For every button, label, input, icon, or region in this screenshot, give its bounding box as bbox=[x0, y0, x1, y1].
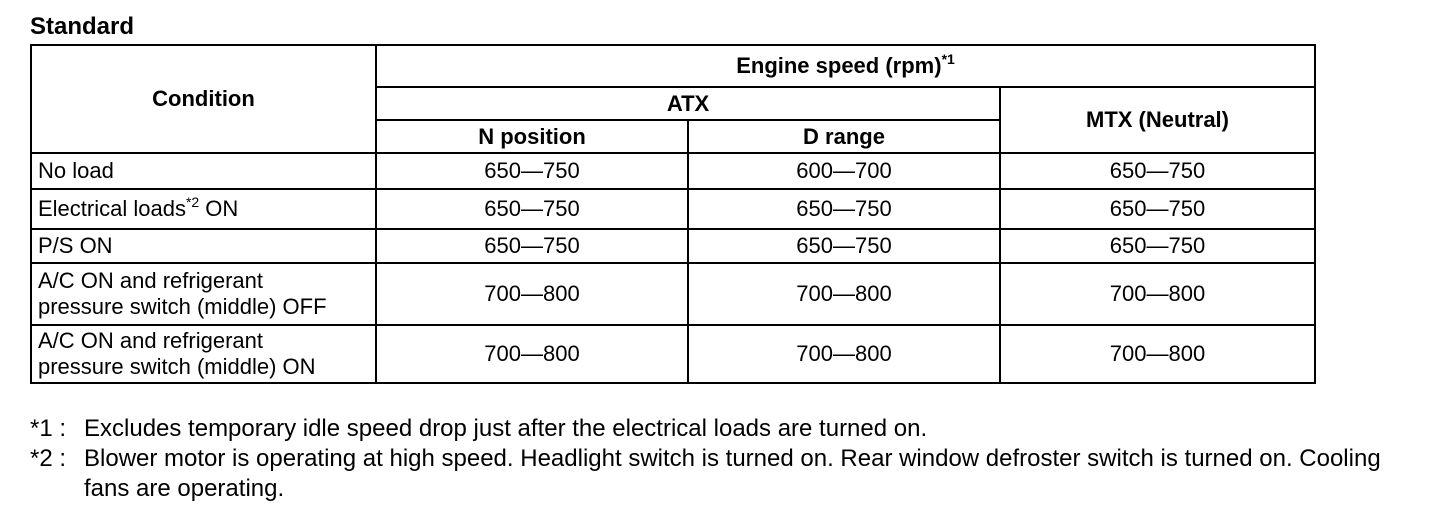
header-n-position: N position bbox=[376, 120, 688, 153]
mtx-cell: 700—800 bbox=[1000, 325, 1315, 383]
n-position-cell: 700—800 bbox=[376, 263, 688, 325]
n-position-cell: 700—800 bbox=[376, 325, 688, 383]
d-range-cell: 600—700 bbox=[688, 153, 1000, 189]
footnote-marker: *1 : bbox=[30, 415, 67, 442]
mtx-cell: 650—750 bbox=[1000, 229, 1315, 263]
mtx-cell: 650—750 bbox=[1000, 153, 1315, 189]
header-atx: ATX bbox=[376, 87, 1000, 120]
n-position-cell: 650—750 bbox=[376, 229, 688, 263]
condition-cell bbox=[31, 189, 376, 229]
header-engine-speed bbox=[376, 45, 1315, 87]
footnote-text: Excludes temporary idle speed drop just after the electrical loads are turned on. bbox=[84, 415, 928, 442]
condition-suffix: ON bbox=[199, 196, 239, 221]
footnote-ref-2: *2 bbox=[185, 194, 200, 210]
footnote-text: Blower motor is operating at high speed. Headlight switch is turned on. Rear window defroster switch is turned on. Cooling fans are operating. bbox=[84, 445, 1381, 502]
condition-label: Electrical loads bbox=[38, 196, 186, 221]
footnotes bbox=[30, 414, 1430, 504]
condition-cell bbox=[31, 325, 376, 383]
mtx-cell: 650—750 bbox=[1000, 189, 1315, 229]
n-position-cell: 650—750 bbox=[376, 153, 688, 189]
condition-line: A/C ON and refrigerant bbox=[38, 268, 263, 293]
footnote-1 bbox=[30, 414, 1430, 444]
table-row bbox=[31, 189, 1315, 229]
d-range-cell: 650—750 bbox=[688, 229, 1000, 263]
header-row-1 bbox=[31, 45, 1315, 87]
table-row bbox=[31, 263, 1315, 325]
condition-line: A/C ON and refrigerant bbox=[38, 328, 263, 353]
header-mtx: MTX (Neutral) bbox=[1000, 87, 1315, 153]
footnote-marker: *2 : bbox=[30, 445, 67, 472]
mtx-cell: 700—800 bbox=[1000, 263, 1315, 325]
d-range-cell: 700—800 bbox=[688, 263, 1000, 325]
condition-cell: P/S ON bbox=[31, 229, 376, 263]
table-row bbox=[31, 229, 1315, 263]
n-position-cell: 650—750 bbox=[376, 189, 688, 229]
d-range-cell: 650—750 bbox=[688, 189, 1000, 229]
header-engine-speed-label: Engine speed (rpm) bbox=[736, 53, 942, 78]
header-d-range: D range bbox=[688, 120, 1000, 153]
footnote-ref-1: *1 bbox=[941, 51, 955, 67]
condition-line: pressure switch (middle) OFF bbox=[38, 294, 327, 319]
d-range-cell: 700—800 bbox=[688, 325, 1000, 383]
section-title: Standard bbox=[30, 13, 135, 40]
idle-speed-table bbox=[30, 44, 1316, 384]
condition-cell: No load bbox=[31, 153, 376, 189]
condition-line: pressure switch (middle) ON bbox=[38, 354, 316, 379]
table-row bbox=[31, 325, 1315, 383]
condition-cell bbox=[31, 263, 376, 325]
table-row bbox=[31, 153, 1315, 189]
footnote-2 bbox=[30, 444, 1430, 504]
header-condition: Condition bbox=[31, 45, 376, 153]
